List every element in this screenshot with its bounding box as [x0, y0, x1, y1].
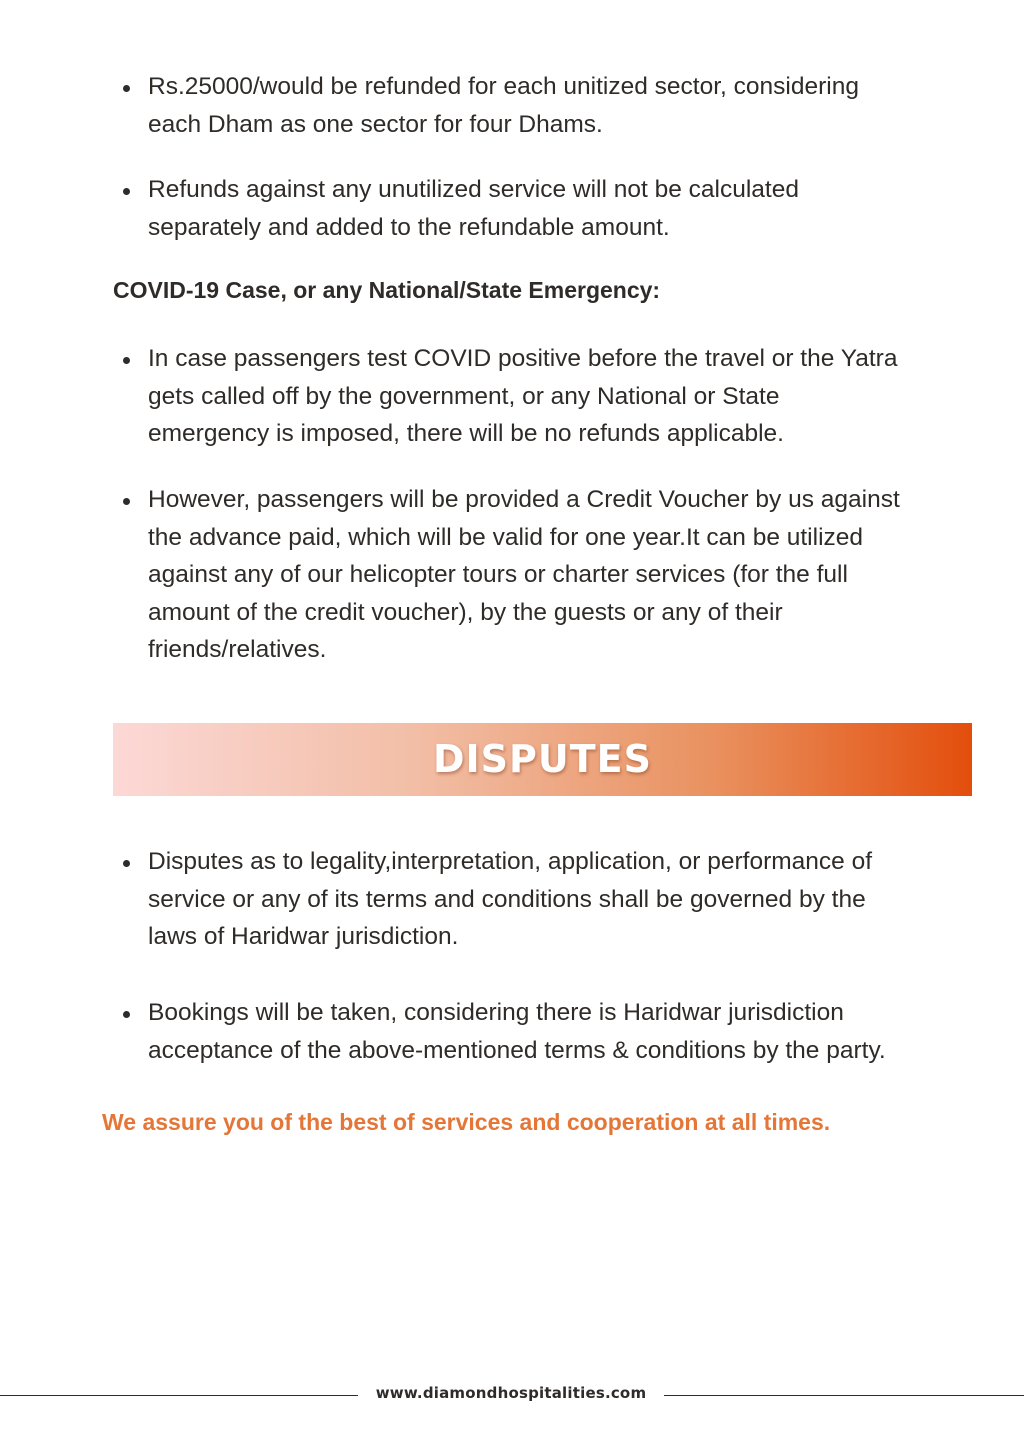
- list-item-text: [148, 340, 978, 453]
- list-item-line: Disputes as to legality,interpretation, application, or performance of: [148, 848, 873, 875]
- list-item-line: friends/relatives.: [148, 636, 327, 664]
- list-item-text: [148, 68, 948, 143]
- list-item-text: [148, 994, 978, 1069]
- list-item-line: each Dham as one sector for four Dhams.: [148, 110, 603, 138]
- disputes-banner: [113, 723, 972, 796]
- list-item-line: In case passengers test COVID positive before the travel or the Yatra: [148, 345, 898, 372]
- list-item-line: Rs.25000/would be refunded for each unitized sector, considering: [148, 73, 859, 100]
- footer-website-link[interactable]: www.diamondhospitalities.com: [375, 1384, 647, 1402]
- bullet-dot-icon: [123, 188, 130, 195]
- list-item-line: However, passengers will be provided a Credit Voucher by us against: [148, 486, 900, 513]
- list-item-line: laws of Haridwar jurisdiction.: [148, 923, 459, 951]
- list-item-line: amount of the credit voucher), by the guests or any of their: [148, 598, 783, 626]
- list-item-text: [148, 481, 978, 669]
- bullet-dot-icon: [123, 498, 130, 505]
- list-item-line: acceptance of the above-mentioned terms & conditions by the party.: [148, 1036, 886, 1064]
- bullet-dot-icon: [123, 357, 130, 364]
- list-item-line: separately and added to the refundable amount.: [148, 213, 670, 241]
- disputes-title: DISPUTES: [432, 737, 652, 781]
- list-item-line: gets called off by the government, or any National or State: [148, 382, 780, 410]
- footer-divider-right: [664, 1395, 1024, 1396]
- list-item-line: service or any of its terms and conditions shall be governed by the: [148, 885, 866, 913]
- bullet-dot-icon: [123, 85, 130, 92]
- list-item-line: against any of our helicopter tours or charter services (for the full: [148, 561, 848, 589]
- closing-statement: We assure you of the best of services and cooperation at all times.: [102, 1109, 831, 1135]
- list-item-text: [148, 171, 948, 246]
- list-item-text: [148, 843, 960, 956]
- bullet-dot-icon: [123, 860, 130, 867]
- list-item-line: the advance paid, which will be valid for one year.It can be utilized: [148, 523, 864, 551]
- footer-divider-left: [0, 1395, 358, 1396]
- section-heading-covid: COVID-19 Case, or any National/State Emergency:: [113, 277, 661, 303]
- list-item-line: Refunds against any unutilized service will not be calculated: [148, 176, 799, 203]
- list-item-line: Bookings will be taken, considering there is Haridwar jurisdiction: [148, 999, 844, 1026]
- bullet-dot-icon: [123, 1011, 130, 1018]
- list-item-line: emergency is imposed, there will be no refunds applicable.: [148, 420, 784, 448]
